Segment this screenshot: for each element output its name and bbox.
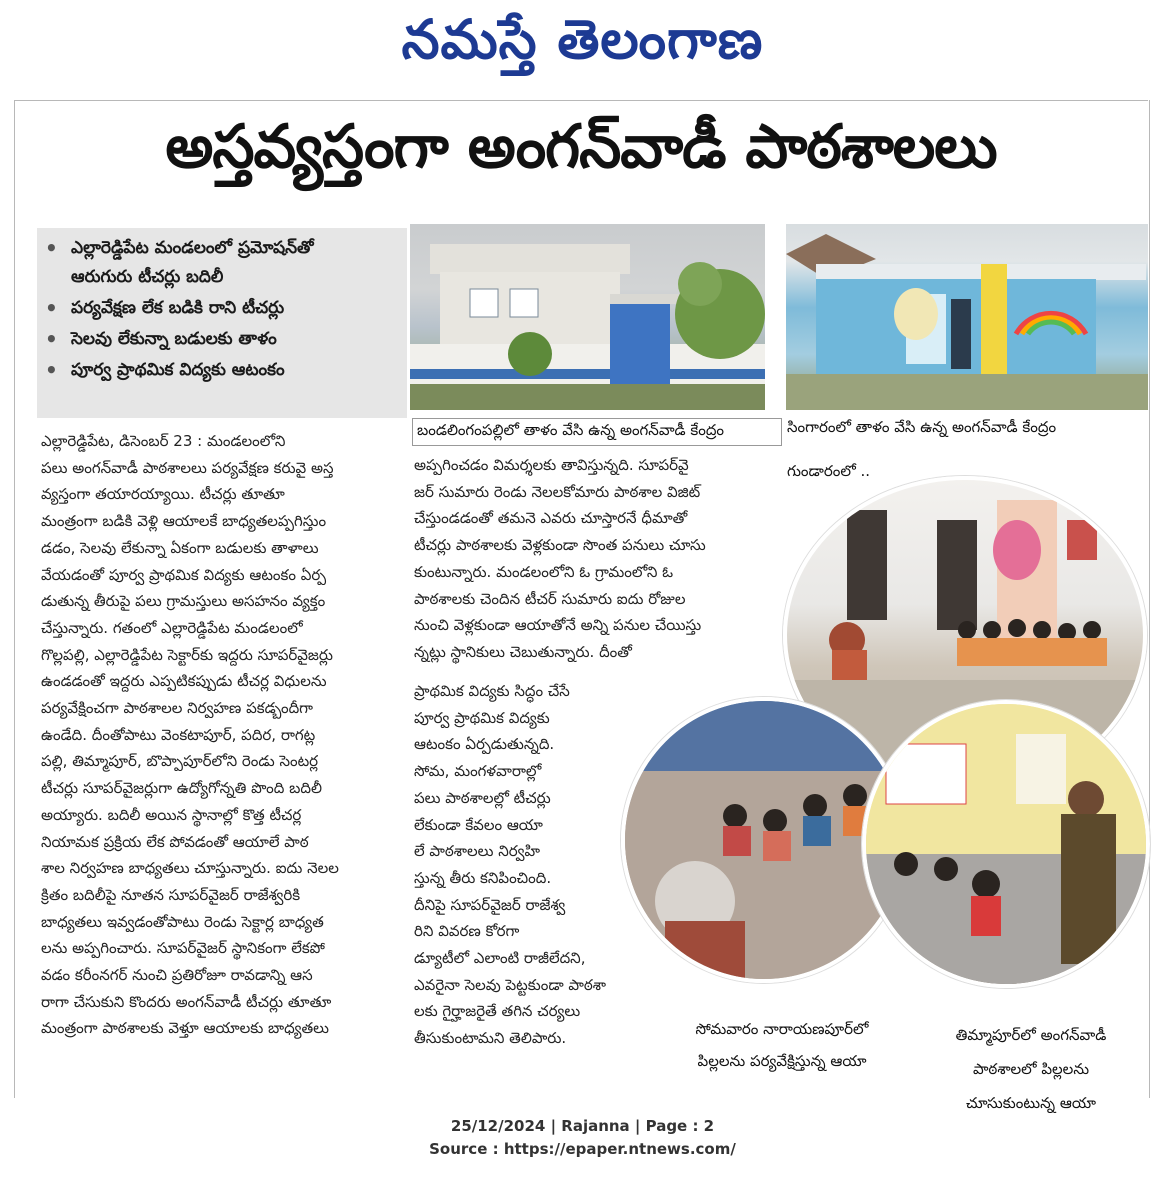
photo-thimmapur-children (862, 700, 1150, 988)
article-line: పల్లి, తిమ్మాపూర్, బొప్పాపూర్‌లోని రెండు సెంటర్ల (41, 752, 319, 771)
photo-caption: బండలింగంపల్లిలో తాళం వేసి ఉన్న అంగన్‌వాడీ కేంద్రం (412, 418, 782, 446)
bullet-dot-icon: • (45, 236, 58, 260)
article-line: తీసుకుంటామని తెలిపారు. (414, 1029, 567, 1048)
photo-illustration (410, 224, 765, 410)
article-line: ఉండడంతో ఇద్దరు ఎప్పటికప్పుడు టీచర్ల విధులను (41, 672, 327, 691)
article-line: అయ్యారు. బదిలీ అయిన స్థానాల్లో కొత్త టీచర్ల (41, 805, 302, 824)
bullet-item (45, 265, 407, 290)
bullet-item (45, 327, 407, 352)
bullet-item (45, 358, 407, 383)
article-line: బాధ్యతలు ఇవ్వడంతోపాటు రెండు సెక్టార్ల బాధ్యత (41, 912, 324, 931)
article-line: ఆటంకం ఏర్పడుతున్నది. (414, 735, 555, 754)
article-line: డడం, సెలవు లేకున్నా ఏకంగా బడులకు తాళాలు (41, 538, 319, 557)
article-line: వడం కరీంనగర్ నుంచి ప్రతిరోజూ రావడాన్ని ఆస (41, 966, 313, 985)
article-line: న్నట్లు స్థానికులు చెబుతున్నారు. దీంతో (414, 642, 632, 661)
article-line: పర్యవేక్షించగా పాఠశాలల నిర్వహణ పకడ్బందీగా (41, 699, 313, 718)
article-line: పాఠశాలకు చెందిన టీచర్ సుమారు ఐదు రోజుల (414, 589, 686, 608)
photo-caption-line: సోమవారం నారాయణపూర్‌లో (695, 1020, 869, 1038)
article-line: జర్ సుమారు రెండు నెలలకోమారు పాఠశాల విజిట్ (414, 482, 701, 501)
article-line: సోమ, మంగళవారాల్లో (414, 762, 542, 781)
bullet-item (45, 296, 407, 321)
footer-source-link[interactable]: Source : https://epaper.ntnews.com/ (429, 1140, 736, 1158)
bullet-dot-icon: • (45, 296, 58, 320)
bullet-dot-icon: • (45, 327, 58, 351)
article-line: ఎవరైనా సెలవు పెట్టకుండా పాఠశా (414, 975, 607, 994)
photo-caption (662, 1013, 902, 1077)
article-line: పలు పాఠశాలల్లో టీచర్లు (414, 788, 551, 807)
headline: అస్తవ్యస్తంగా అంగన్‌వాడీ పాఠశాలలు (165, 112, 997, 182)
article-line: అప్పగించడం విమర్శలకు తావిస్తున్నది. సూపర్‌వై (414, 456, 689, 474)
photo-singaram-center (786, 224, 1148, 410)
article-column-1 (41, 428, 407, 1042)
article-line: రిని వివరణ కోరగా (414, 922, 520, 941)
bullet-text: ఎల్లారెడ్డిపేట మండలంలో ప్రమోషన్‌తో (71, 238, 314, 258)
bullet-text: ఆరుగురు టీచర్లు బదిలీ (71, 267, 224, 287)
article-line: కుంటున్నారు. మండలంలోని ఓ గ్రామంలోని ఓ (414, 562, 674, 581)
masthead: నమస్తే తెలంగాణ (401, 8, 764, 71)
bullet-text: సెలవు లేకున్నా బడులకు తాళం (71, 329, 277, 349)
article-line: డుతున్న తీరుపై పలు గ్రామస్తులు అసహనం వ్యక్తం (41, 592, 326, 611)
photo-illustration (786, 224, 1148, 410)
article-column-2-continued (414, 678, 624, 1052)
photo-caption: సింగారంలో తాళం వేసి ఉన్న అంగన్‌వాడీ కేంద్రం (787, 418, 1057, 436)
photo-caption: గుండారంలో .. (787, 462, 871, 480)
article-line: చేస్తున్నారు. గతంలో ఎల్లారెడ్డిపేట మండలంలో (41, 618, 303, 637)
photo-caption (920, 1018, 1142, 1120)
article-line: మంత్రంగా పాఠశాలకు వెళ్తూ ఆయాలకు బాధ్యతలు (41, 1019, 329, 1038)
article-line: రాగా చేసుకుని కొందరు అంగన్‌వాడీ టీచర్లు తూతూ (41, 992, 332, 1011)
article-line: నియామక ప్రక్రియ లేక పోవడంతో ఆయాలే పాఠ (41, 832, 309, 851)
article-line: శాల నిర్వహణ బాధ్యతలు చూస్తున్నారు. ఐదు నెలల (41, 859, 339, 878)
article-line: నుంచి వెళ్లకుండా ఆయాతోనే అన్ని పనుల చేయిస్తు (414, 616, 702, 635)
article-line: ప్రాథమిక విద్యకు సిద్ధం చేసే (414, 682, 570, 700)
article-line: స్తున్న తీరు కనిపించింది. (414, 868, 552, 887)
bullet-text: పర్యవేక్షణ లేక బడికి రాని టీచర్లు (71, 298, 285, 318)
photo-caption-line: పాఠశాలలో పిల్లలను (972, 1060, 1090, 1078)
article-line: వేయడంతో పూర్వ ప్రాథమిక విద్యకు ఆటంకం ఏర్ప (41, 565, 327, 584)
article-line: పూర్వ ప్రాథమిక విద్యకు (414, 708, 550, 727)
article-line: మంత్రంగా బడికి వెళ్లి ఆయాలకే బాధ్యతలప్పగిస్తుం (41, 512, 327, 531)
article-line: లేకుండా కేవలం ఆయా (414, 815, 543, 834)
article-column-2 (414, 452, 782, 666)
article-line: వ్యస్తంగా తయారయ్యాయి. టీచర్లు తూతూ (41, 485, 285, 504)
article-line: టీచర్లు సూపర్‌వైజర్లుగా ఉద్యోగోన్నతి పొంది బదిలీ (41, 779, 322, 798)
article-line: క్రితం బదిలీపై నూతన సూపర్‌వైజర్ రాజేశ్వరికి (41, 885, 301, 904)
bullet-box (37, 228, 407, 418)
bullet-item (45, 236, 407, 261)
photo-caption-line: తిమ్మాపూర్‌లో అంగన్‌వాడీ (955, 1026, 1107, 1044)
article-line: ఉండేది. దీంతోపాటు వెంకటాపూర్, పదిర, రాగట్ల (41, 725, 316, 744)
article-line: డ్యూటీలో ఎలాంటి రాజీలేదని, (414, 949, 586, 968)
article-line: గొల్లపల్లి, ఎల్లారెడ్డిపేట సెక్టార్‌కు ఇద్దరు సూపర్‌వైజర్లు (41, 645, 333, 664)
bullet-dot-icon: • (45, 358, 58, 382)
photo-bandalingampalli-center (410, 224, 765, 410)
photo-caption-line: చూసుకుంటున్న ఆయా (966, 1094, 1096, 1112)
article-line: దీనిపై సూపర్‌వైజర్ రాజేశ్వ (414, 895, 566, 914)
article-line: టీచర్లు పాఠశాలకు వెళ్లకుండా సొంత పనులు చూసు (414, 536, 706, 555)
article-line: లను అప్పగించారు. సూపర్‌వైజర్ స్థానికంగా లేకపో (41, 939, 325, 958)
article-line: ఎల్లారెడ్డిపేట, డిసెంబర్ 23 : మండలంలోని (41, 432, 286, 450)
article-line: లే పాఠశాలలు నిర్వహి (414, 842, 541, 861)
photo-caption-line: పిల్లలను పర్యవేక్షిస్తున్న ఆయా (697, 1052, 867, 1070)
photo-illustration (866, 704, 1146, 984)
footer-date-edition: 25/12/2024 | Rajanna | Page : 2 (450, 1117, 715, 1135)
bullet-text: పూర్వ ప్రాథమిక విద్యకు ఆటంకం (71, 360, 285, 380)
article-line: చేస్తుండడంతో తమనె ఎవరు చూస్తారనే ధీమాతో (414, 509, 688, 528)
article-line: పలు అంగన్‌వాడీ పాఠశాలలు పర్యవేక్షణ కరువై అస్త (41, 458, 334, 477)
article-line: లకు గైర్హాజరైతే తగిన చర్యలు (414, 1002, 581, 1021)
